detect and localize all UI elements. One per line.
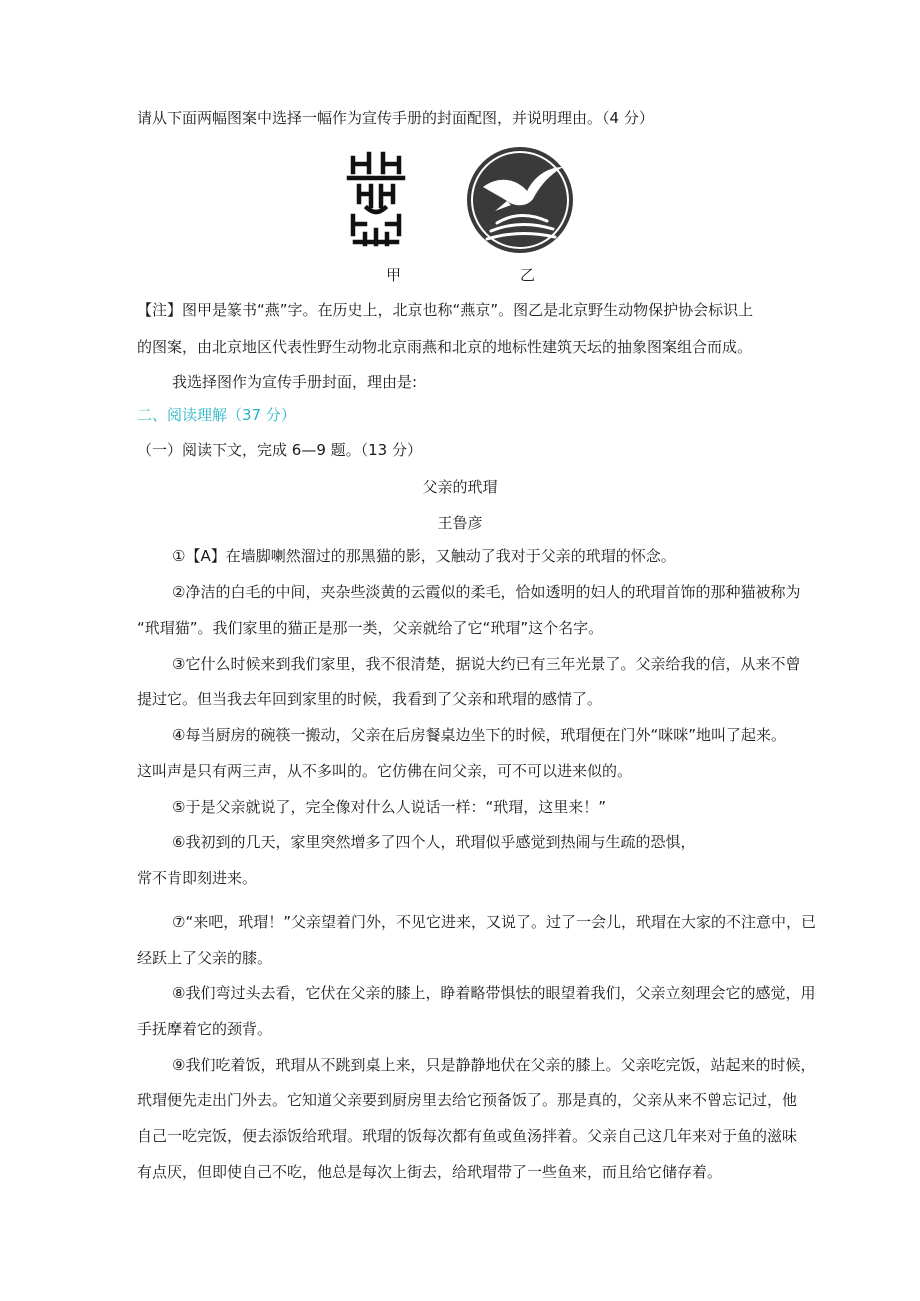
article-line: “玳瑁猫”。我们家里的猫正是那一类，父亲就给了它“玳瑁”这个名字。	[137, 619, 604, 637]
article-line: ⑤于是父亲就说了，完全像对什么人说话一样：“玳瑁，这里来！”	[172, 798, 606, 816]
swallow-emblem-icon	[465, 145, 575, 255]
article-line: ②净洁的白毛的中间，夹杂些淡黄的云霞似的柔毛，恰如透明的妇人的玳瑁首饰的那种猫被称为	[172, 583, 801, 601]
article-line: 提过它。但当我去年回到家里的时候，我看到了父亲和玳瑁的感情了。	[137, 690, 603, 708]
question-prompt: 请从下面两幅图案中选择一幅作为宣传手册的封面配图，并说明理由。（4 分）	[137, 109, 654, 127]
article-line: ③它什么时候来到我们家里，我不很清楚，据说大约已有三年光景了。父亲给我的信，从来不曾	[172, 655, 801, 673]
article-line: 常不肯即刻进来。	[137, 869, 258, 887]
section-heading: 二、阅读理解（37 分）	[137, 406, 296, 424]
article-line: ⑧我们弯过头去看，它伏在父亲的膝上，睁着略带惧怯的眼望着我们，父亲立刻理会它的感觉，用	[172, 984, 816, 1002]
article-line: ⑥我初到的几天，家里突然增多了四个人，玳瑁似乎感觉到热闹与生疏的恐惧，	[172, 833, 696, 851]
article-line: ⑨我们吃着饭，玳瑁从不跳到桌上来，只是静静地伏在父亲的膝上。父亲吃完饭，站起来的时候，	[172, 1056, 816, 1074]
subsection-heading: （一）阅读下文，完成 6—9 题。（13 分）	[137, 441, 422, 459]
article-line: ④每当厨房的碗筷一搬动，父亲在后房餐桌边坐下的时候，玳瑁便在门外“咪咪”地叫了起来。	[172, 726, 786, 744]
article-author: 王鲁彦	[437, 514, 483, 532]
figure-label-yi: 乙	[520, 266, 536, 284]
article-title: 父亲的玳瑁	[422, 478, 498, 496]
article-line: 经跃上了父亲的膝。	[137, 949, 273, 967]
answer-prompt: 我选择图作为宣传手册封面，理由是:	[172, 373, 418, 391]
article-line: 玳瑁便先走出门外去。它知道父亲要到厨房里去给它预备饭了。那是真的，父亲从来不曾忘记过，他	[137, 1091, 798, 1109]
note-line-2: 的图案，由北京地区代表性野生动物北京雨燕和北京的地标性建筑天坛的抽象图案组合而成。	[137, 338, 753, 356]
article-line: 有点厌，但即使自己不吃，他总是每次上街去，给玳瑁带了一些鱼来，而且给它储存着。	[137, 1163, 723, 1181]
article-line: 自己一吃完饭，便去添饭给玳瑁。玳瑁的饭每次都有鱼或鱼汤拌着。父亲自己这几年来对于鱼的滋味	[137, 1127, 798, 1145]
article-line: ①【A】在墙脚喇然溜过的那黑猫的影，又触动了我对于父亲的玳瑁的怀念。	[172, 547, 676, 565]
article-line: 手抚摩着它的颈背。	[137, 1020, 273, 1038]
article-line: 这叫声是只有两三声，从不多叫的。它仿佛在问父亲，可不可以进来似的。	[137, 762, 633, 780]
article-line: ⑦“来吧，玳瑁！”父亲望着门外，不见它进来，又说了。过了一会儿，玳瑁在大家的不注意中，已	[172, 913, 816, 931]
seal-script-yan-character-icon	[345, 150, 407, 248]
figure-label-jia: 甲	[386, 266, 402, 284]
note-line-1: 【注】图甲是篆书“燕”字。在历史上，北京也称“燕京”。图乙是北京野生动物保护协会标识上	[137, 301, 754, 319]
